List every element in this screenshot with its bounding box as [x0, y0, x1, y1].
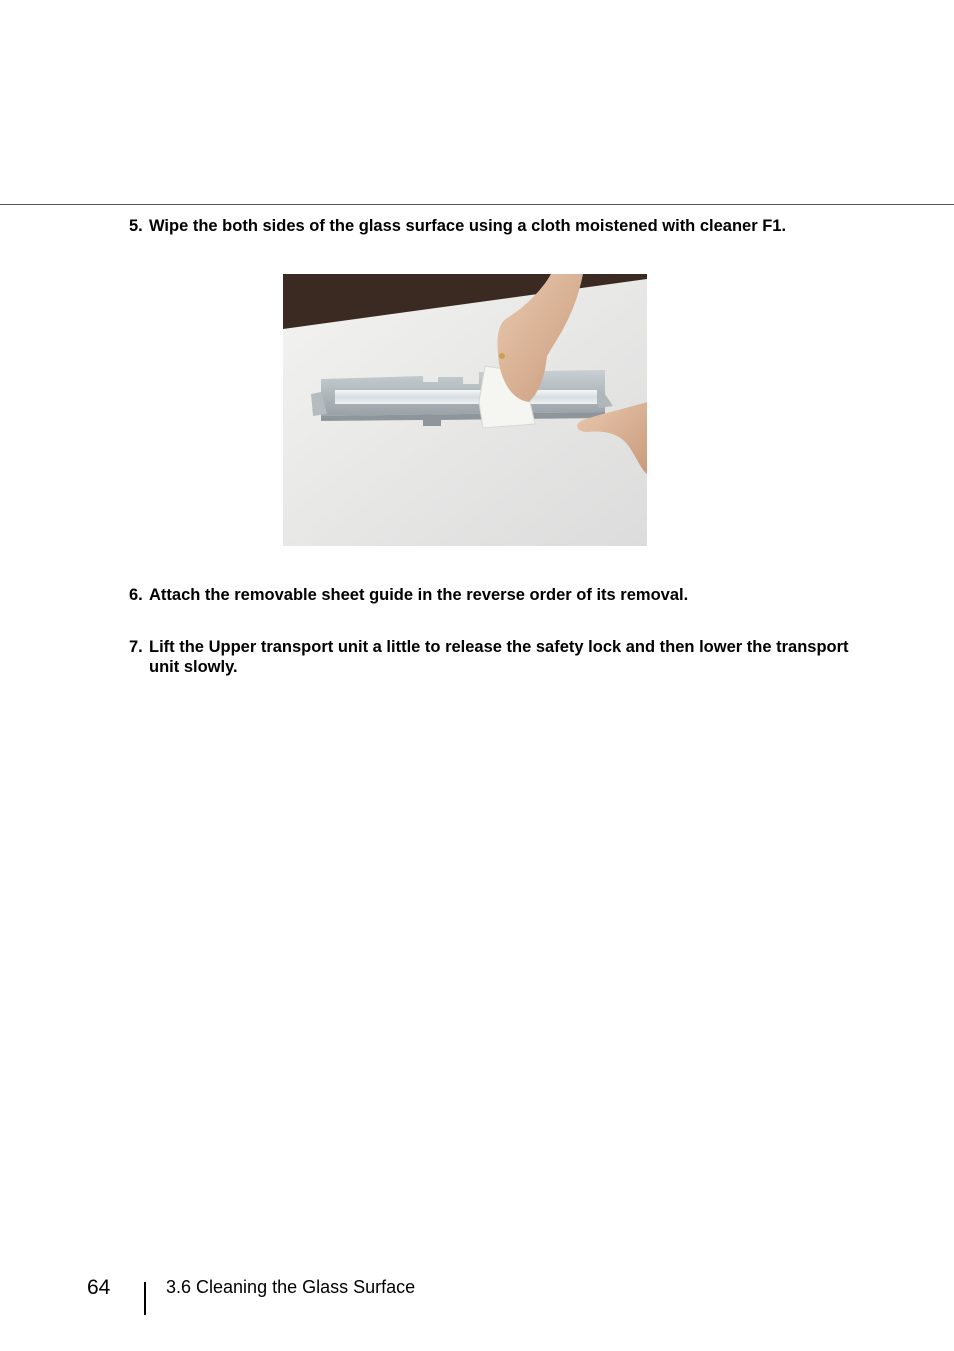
footer-divider: [144, 1282, 146, 1315]
step-number: 6.: [129, 586, 143, 604]
step-text: Wipe the both sides of the glass surface using a cloth moistened with cleaner F1.: [149, 217, 787, 235]
step-text: Lift the Upper transport unit a little to release the safety lock and then lower the transport unit slowly.: [149, 638, 849, 676]
header-rule: [0, 204, 954, 205]
step-6: [129, 585, 849, 605]
step-7: [129, 637, 849, 677]
page-number: 64: [87, 1276, 111, 1299]
step-5: [129, 216, 849, 236]
step-text: Attach the removable sheet guide in the reverse order of its removal.: [149, 586, 689, 604]
step-number: 7.: [129, 638, 143, 656]
step-number: 5.: [129, 217, 143, 235]
footer-section-title: 3.6 Cleaning the Glass Surface: [166, 1277, 416, 1297]
cleaning-photo: [283, 274, 647, 546]
